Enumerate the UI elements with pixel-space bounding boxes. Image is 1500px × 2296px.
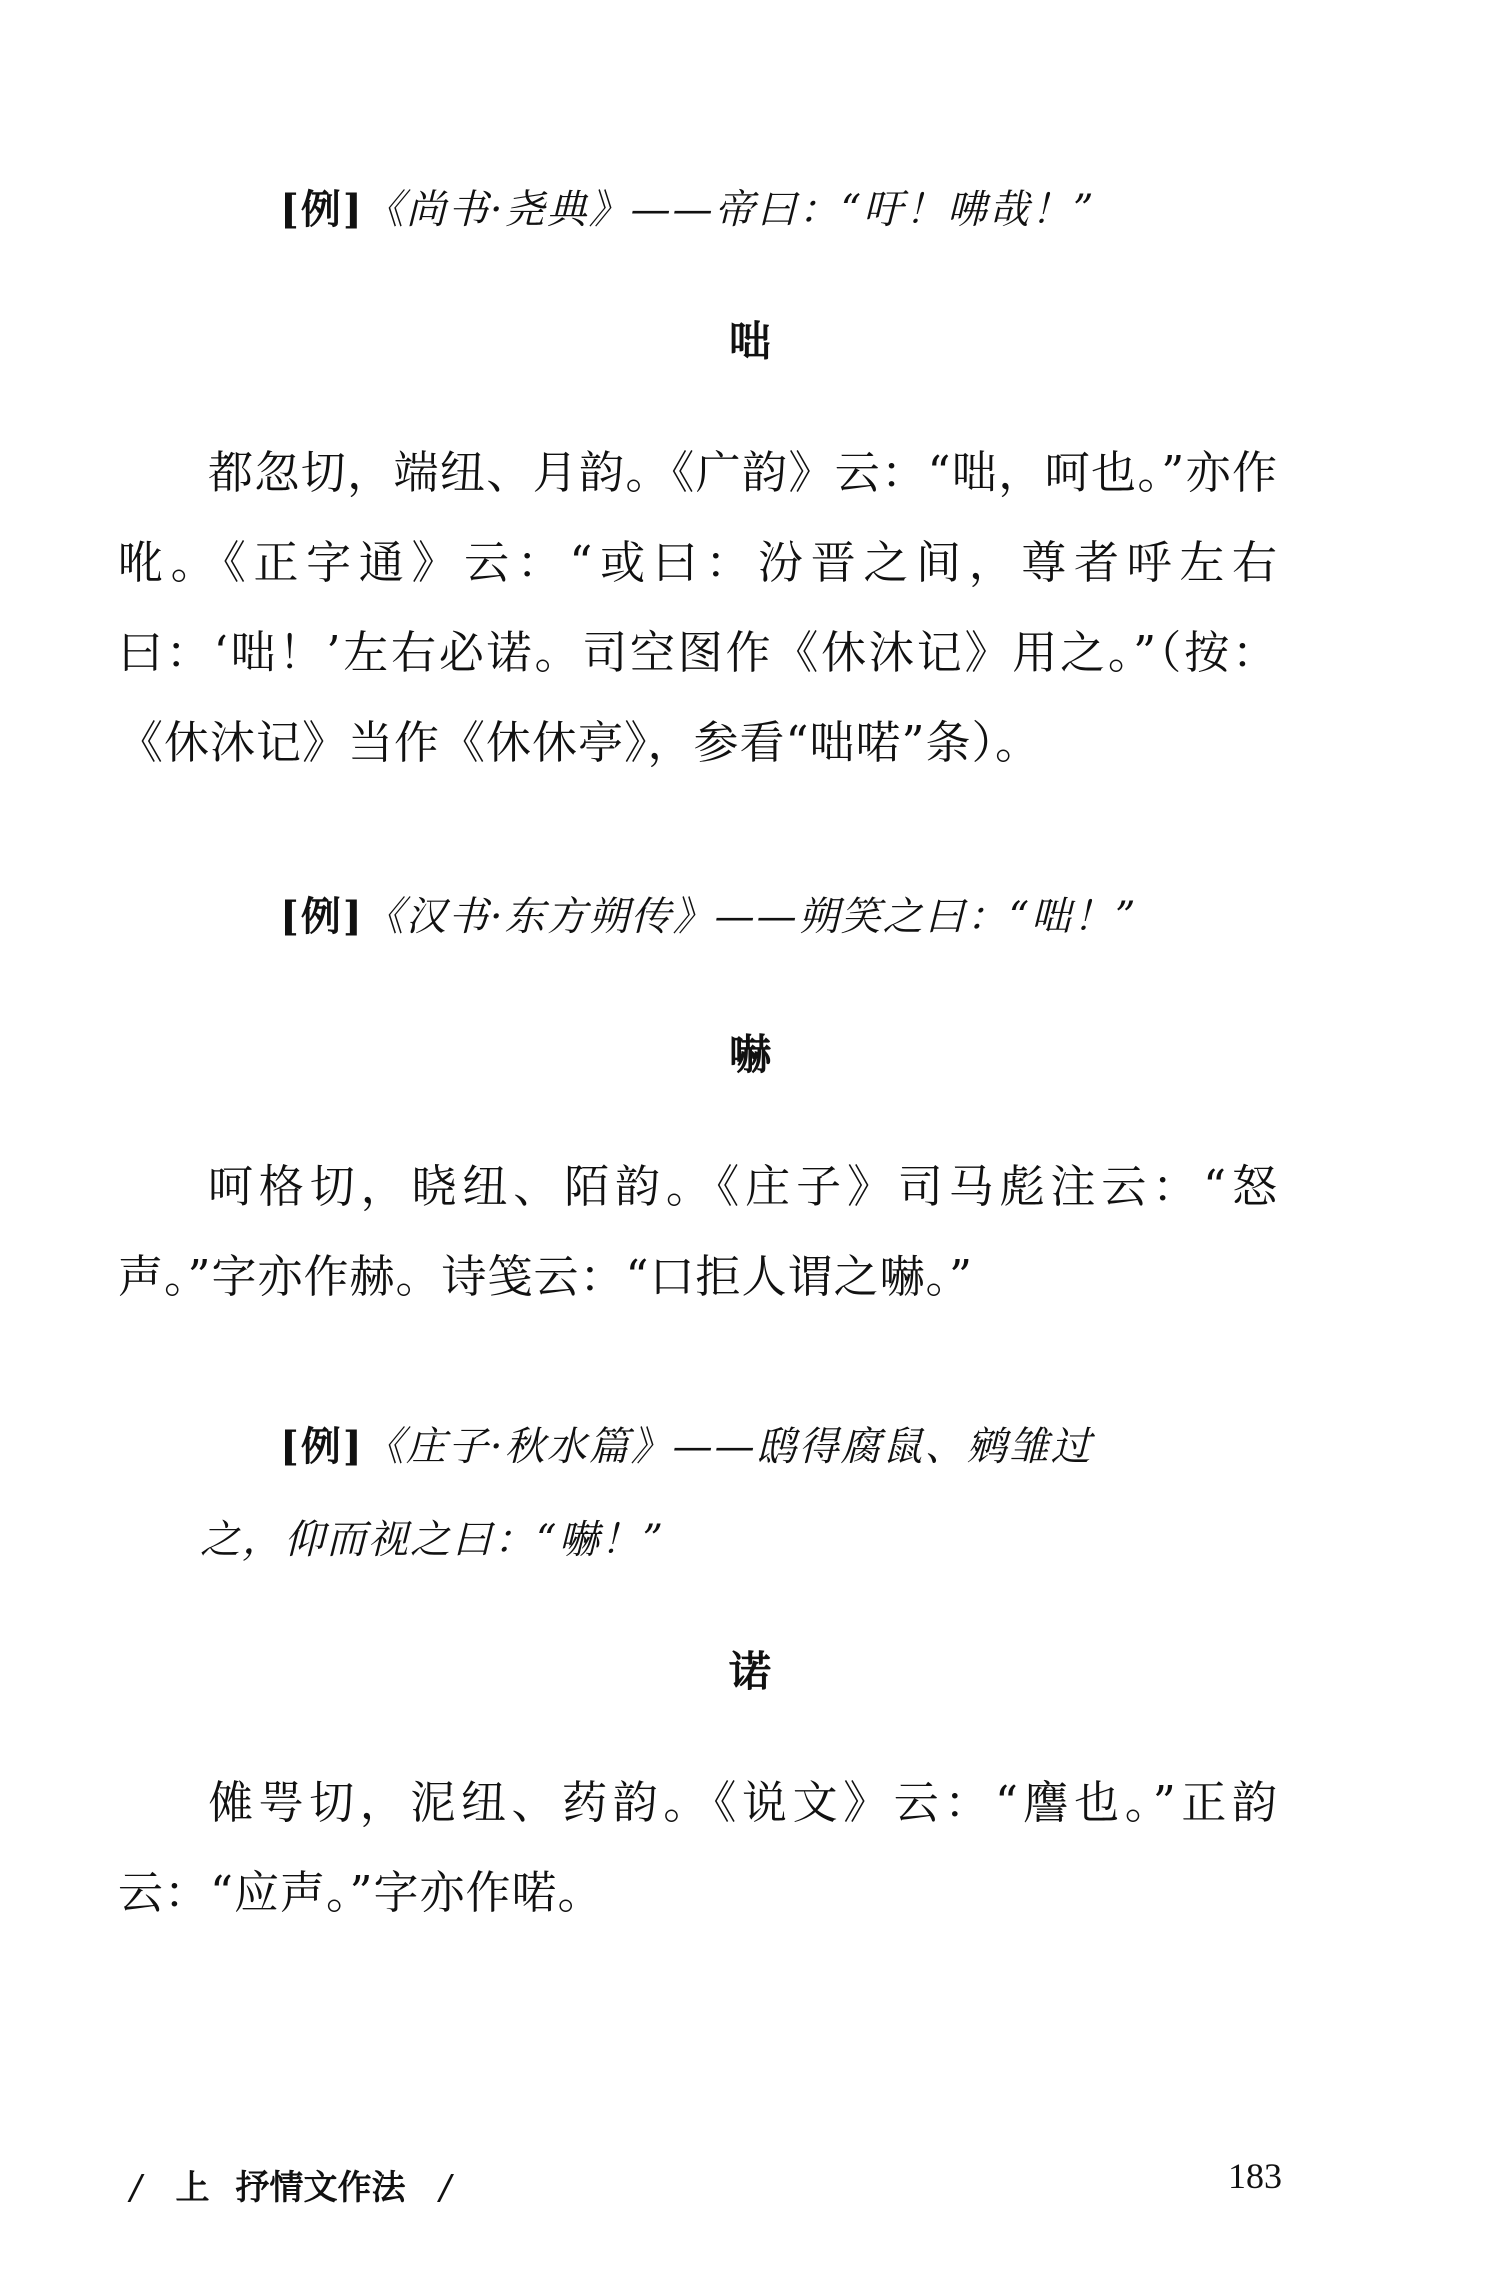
example-tag: [例] <box>280 893 364 940</box>
example-text: 《尚书·尧典》——帝曰：“吁！咈哉！” <box>363 187 1096 233</box>
entry-definition: 都忽切，端纽、月韵。《广韵》云：“咄，呵也。”亦作吪。《正字通》云：“或曰：汾晋之间，尊者呼左右曰：‘咄！’左右必诺。司空图作《休沐记》用之。”（按：《休沐记》当作《休休亭》，参看“咄喏”条）。 <box>118 446 1278 769</box>
entry-definition: 呵格切，晓纽、陌韵。《庄子》司马彪注云：“怒声。”字亦作赫。诗笺云：“口拒人谓之嚇。” <box>118 1160 1278 1303</box>
entry-headword: 咄 <box>728 317 771 366</box>
example-citation-continued <box>200 1495 1200 1585</box>
example-citation <box>280 1402 1280 1492</box>
example-text-line1: 《庄子·秋水篇》——鸱得腐鼠、鹓雏过 <box>363 1424 1093 1470</box>
footer-book-title: 抒情文作法 <box>235 2168 406 2208</box>
footer-slash: / <box>130 2168 142 2208</box>
footer-slash: / <box>439 2168 451 2208</box>
entry-headword: 嚇 <box>728 1030 771 1079</box>
page-number: 183 <box>1228 2156 1282 2196</box>
footer-volume: 上 <box>175 2168 210 2208</box>
running-footer <box>130 2160 485 2209</box>
example-text: 《汉书·东方朔传》——朔笑之曰：“咄！” <box>363 894 1138 940</box>
example-text-line2: 之，仰而视之曰：“嚇！” <box>200 1517 665 1563</box>
example-tag: [例] <box>280 186 364 233</box>
example-citation <box>280 872 1280 962</box>
entry-definition: 傩咢切，泥纽、药韵。《说文》云：“譍也。”正韵云：“应声。”字亦作喏。 <box>118 1776 1278 1919</box>
entry-headword: 诺 <box>728 1647 771 1696</box>
example-citation <box>280 165 1280 255</box>
example-tag: [例] <box>280 1423 364 1470</box>
